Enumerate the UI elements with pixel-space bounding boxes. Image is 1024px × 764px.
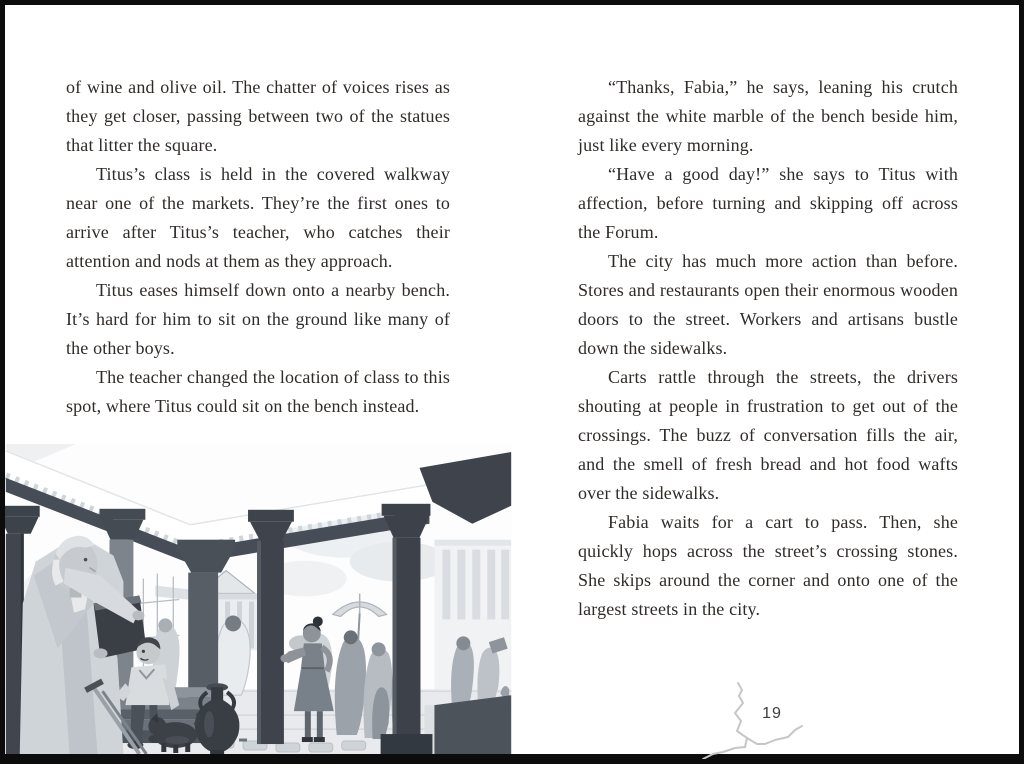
- paragraph: Titus eases himself down onto a nearby bench. It’s hard for him to sit on the ground like many of the other boys.: [66, 280, 450, 358]
- book-spread: [5, 5, 1019, 754]
- paragraph: “Thanks, Fabia,” he says, leaning his crutch against the white marble of the bench beside him, just like every morning.: [578, 77, 958, 155]
- right-page-text: [578, 73, 958, 624]
- left-page: [5, 5, 512, 754]
- right-page: [512, 5, 1019, 754]
- paragraph: Titus’s class is held in the covered walkway near one of the markets. They’re the first ones to arrive after Titus’s teacher, who catches their attention and nods at them as they approach.: [66, 164, 450, 271]
- page-number: 19: [762, 705, 782, 722]
- paragraph: The city has much more action than before. Stores and restaurants open their enormous wooden doors to the street. Workers and artisans bustle down the sidewalks.: [578, 251, 958, 358]
- paragraph: Fabia waits for a cart to pass. Then, she quickly hops across the street’s crossing stones. She skips around the corner and onto one of the largest streets in the city.: [578, 512, 958, 619]
- paragraph: The teacher changed the location of class to this spot, where Titus could sit on the bench instead.: [66, 367, 450, 416]
- background-building-right: [434, 540, 511, 711]
- left-page-text: [66, 73, 450, 421]
- forum-illustration: [5, 444, 512, 754]
- paragraph: Carts rattle through the streets, the drivers shouting at people in frustration to get out of the crossings. The buzz of conversation fills the air, and the smell of fresh bread and hot food wafts over the sidewalks.: [578, 367, 958, 503]
- low-wall: [434, 695, 511, 754]
- crack-ornament: [685, 668, 815, 764]
- paragraph: “Have a good day!” she says to Titus with affection, before turning and skipping off across the Forum.: [578, 164, 958, 242]
- paragraph: of wine and olive oil. The chatter of voices rises as they get closer, passing between two of the statues that litter the square.: [66, 77, 450, 155]
